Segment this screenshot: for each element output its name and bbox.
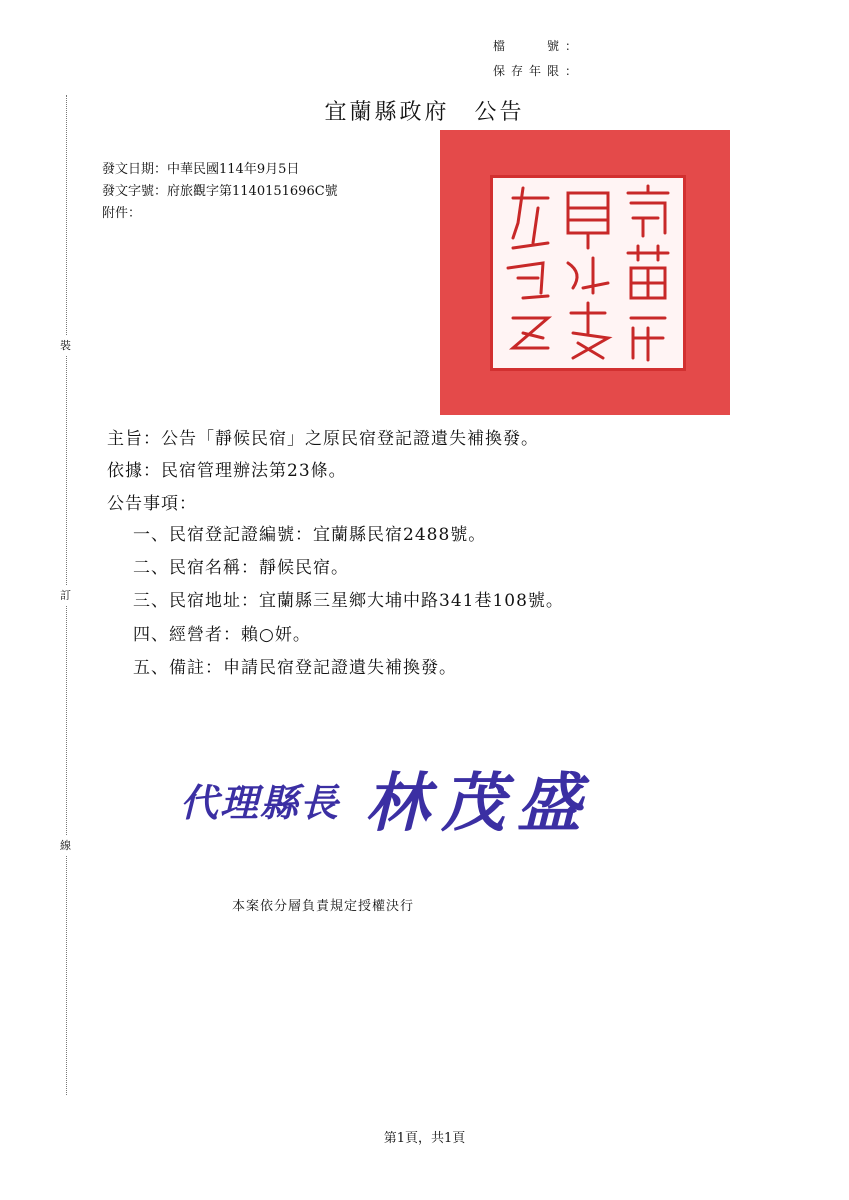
list-item: 五、備註：申請民宿登記證遺失補換發。 bbox=[133, 658, 457, 678]
binding-mark-middle: 訂 bbox=[60, 585, 71, 605]
seal-inner-frame bbox=[490, 175, 686, 371]
file-number-label: 檔 號： bbox=[493, 39, 584, 53]
items-header: 公告事項： bbox=[107, 494, 197, 514]
list-item: 二、民宿名稱：靜候民宿。 bbox=[133, 558, 349, 578]
seal-glyph-icon bbox=[493, 178, 683, 368]
delegation-note: 本案依分層負責規定授權決行 bbox=[232, 899, 415, 914]
list-item: 三、民宿地址：宜蘭縣三星鄉大埔中路341巷108號。 bbox=[133, 591, 564, 611]
list-item: 一、民宿登記證編號：宜蘭縣民宿2488號。 bbox=[133, 525, 487, 545]
page-title: 宜蘭縣政府 公告 bbox=[324, 100, 525, 125]
official-seal bbox=[440, 130, 730, 415]
magistrate-signature: 林茂盛 bbox=[365, 766, 593, 841]
page-number: 第1頁，共1頁 bbox=[383, 1131, 466, 1146]
binding-mark-bottom: 線 bbox=[60, 835, 71, 855]
document-number: 發文字號：府旅觀字第1140151696C號 bbox=[102, 184, 338, 199]
retention-label: 保存年限： bbox=[493, 64, 584, 78]
attachment-label: 附件： bbox=[102, 206, 142, 221]
issue-date: 發文日期：中華民國114年9月5日 bbox=[102, 162, 300, 177]
acting-magistrate-title: 代理縣長 bbox=[180, 780, 341, 825]
subject-line: 主旨：公告「靜候民宿」之原民宿登記證遺失補換發。 bbox=[107, 429, 539, 449]
list-item: 四、經營者：賴○妍。 bbox=[133, 625, 311, 645]
binding-mark-top: 裝 bbox=[60, 335, 71, 355]
basis-line: 依據：民宿管理辦法第23條。 bbox=[107, 461, 347, 481]
